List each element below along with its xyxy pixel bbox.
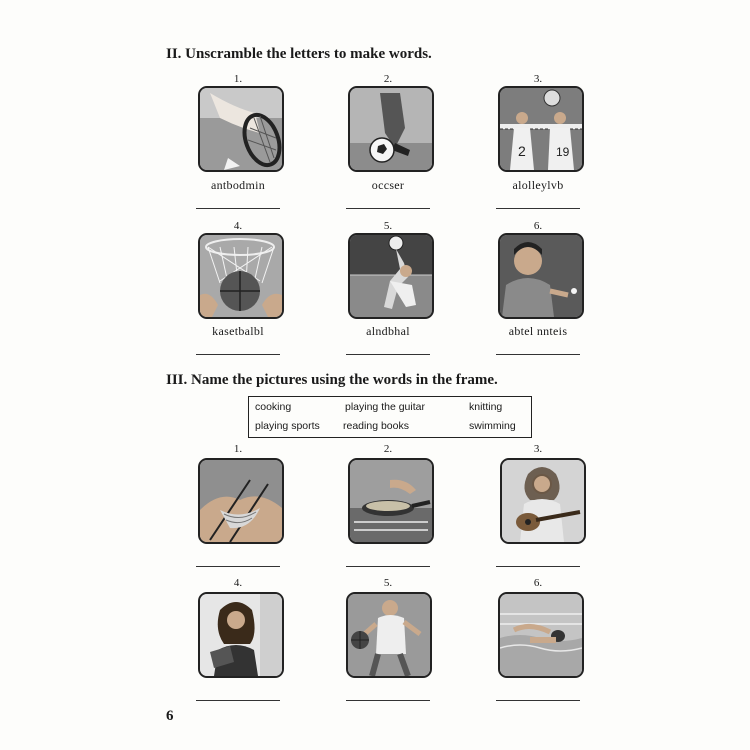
page-number: 6 <box>166 708 174 724</box>
item-number: 2. <box>383 443 393 455</box>
answer-line[interactable] <box>196 354 280 355</box>
swimming-photo-icon <box>498 592 584 678</box>
item-number: 1. <box>233 443 243 455</box>
answer-line[interactable] <box>346 354 430 355</box>
answer-line[interactable] <box>346 208 430 209</box>
reading-photo-icon <box>198 592 284 678</box>
scrambled-word: occser <box>371 178 405 192</box>
answer-line[interactable] <box>196 208 280 209</box>
item-number: 6. <box>533 577 543 589</box>
item-number: 2. <box>383 73 393 85</box>
svg-text:19: 19 <box>556 145 570 159</box>
frame-word: swimming <box>469 420 516 432</box>
frame-word: playing the guitar <box>345 401 425 413</box>
handball-photo-icon <box>348 233 434 319</box>
item-number: 4. <box>233 220 243 232</box>
badminton-photo-icon <box>198 86 284 172</box>
word-frame <box>248 396 532 438</box>
frame-word: reading books <box>343 420 409 432</box>
section-2-title: II. Unscramble the letters to make words. <box>166 46 432 62</box>
volleyball-photo-icon <box>498 86 584 172</box>
guitar-photo-icon <box>500 458 586 544</box>
answer-line[interactable] <box>196 566 280 567</box>
frame-word: knitting <box>469 401 503 413</box>
scrambled-word: kasetbalbl <box>212 324 264 338</box>
scrambled-word: abtel nnteis <box>508 324 568 338</box>
table-tennis-photo-icon <box>498 233 584 319</box>
item-number: 5. <box>383 577 393 589</box>
item-number: 6. <box>533 220 543 232</box>
scrambled-word: alolleylvb <box>512 178 564 192</box>
soccer-photo-icon <box>348 86 434 172</box>
item-number: 3. <box>533 73 543 85</box>
answer-line[interactable] <box>346 700 430 701</box>
knitting-photo-icon <box>198 458 284 544</box>
answer-line[interactable] <box>346 566 430 567</box>
answer-line[interactable] <box>196 700 280 701</box>
answer-line[interactable] <box>496 566 580 567</box>
answer-line[interactable] <box>496 700 580 701</box>
sports-photo-icon <box>346 592 432 678</box>
frame-word: playing sports <box>255 420 320 432</box>
frame-word: cooking <box>255 401 292 413</box>
cooking-photo-icon <box>348 458 434 544</box>
answer-line[interactable] <box>496 354 580 355</box>
svg-text:2: 2 <box>518 143 526 159</box>
item-number: 5. <box>383 220 393 232</box>
answer-line[interactable] <box>496 208 580 209</box>
item-number: 4. <box>233 577 243 589</box>
scrambled-word: alndbhal <box>366 324 410 338</box>
basketball-photo-icon <box>198 233 284 319</box>
item-number: 3. <box>533 443 543 455</box>
scrambled-word: antbodmin <box>210 178 266 192</box>
item-number: 1. <box>233 73 243 85</box>
section-3-title: III. Name the pictures using the words in the frame. <box>166 372 498 388</box>
